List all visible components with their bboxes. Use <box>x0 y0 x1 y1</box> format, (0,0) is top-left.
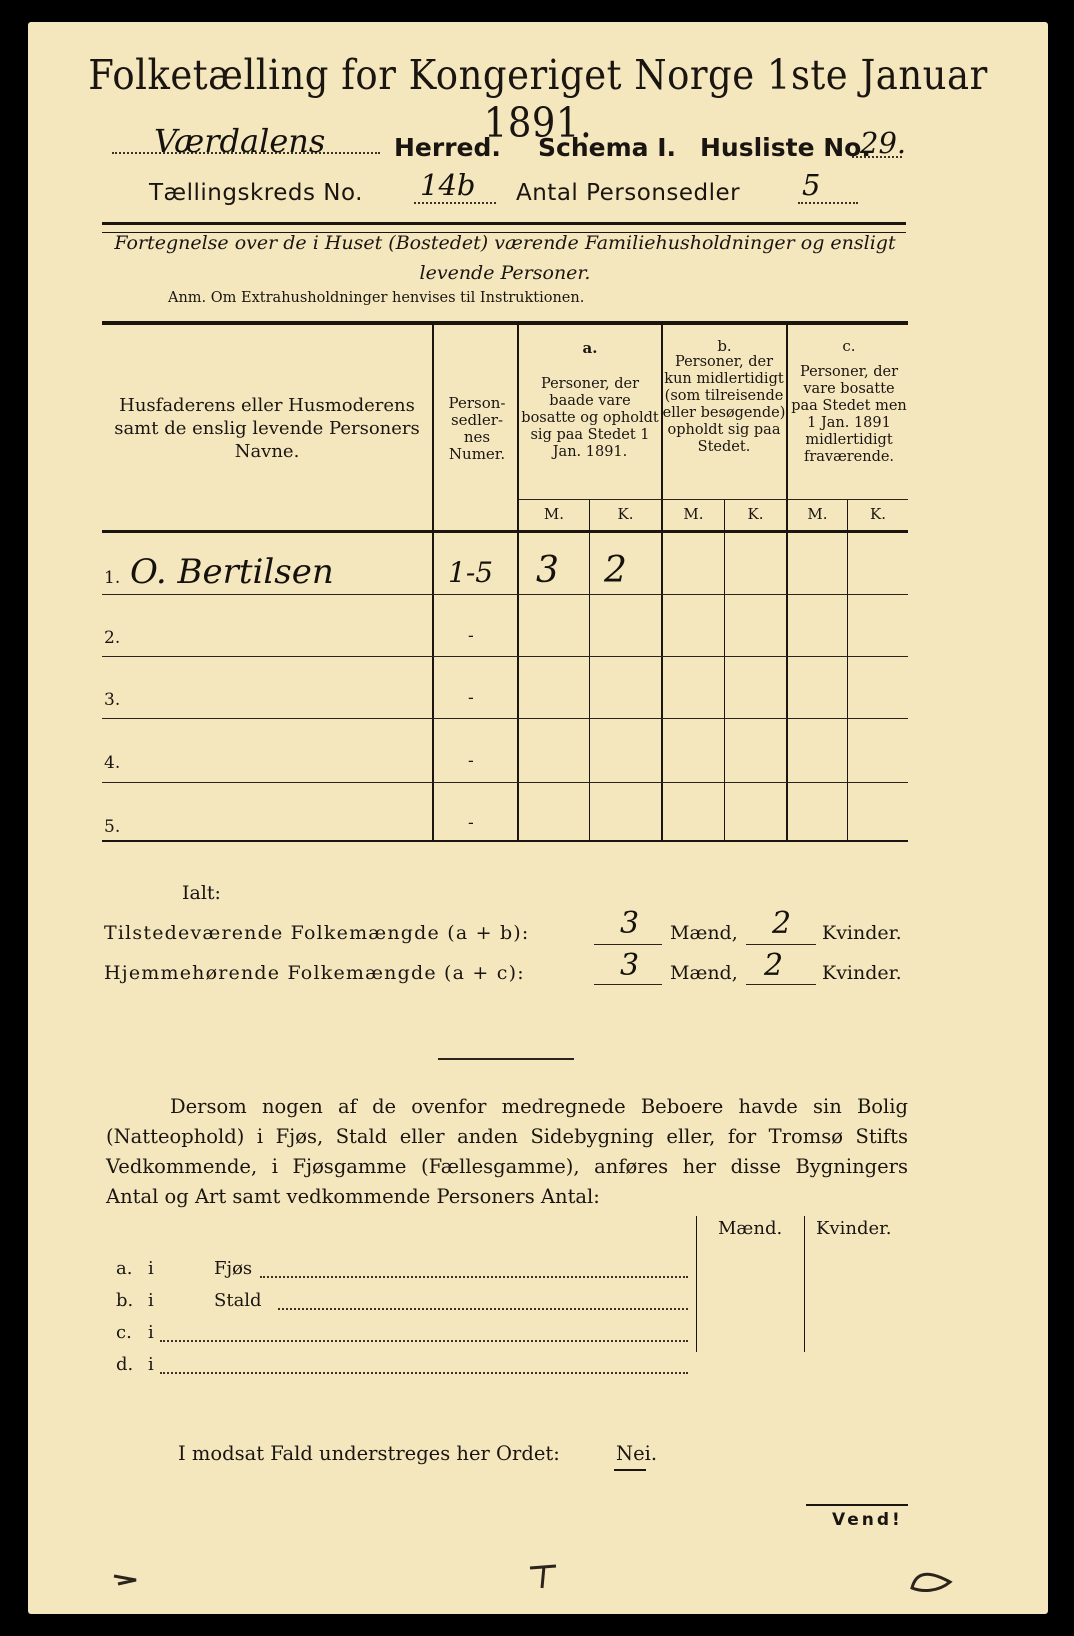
bolig-item-dotline <box>160 1372 688 1374</box>
col-b-m: M. <box>683 505 704 523</box>
row-person-numbers: - <box>468 813 474 833</box>
col-a-k: K. <box>617 505 634 523</box>
hjemme-women-value: 2 <box>764 948 784 983</box>
row-a-women: 2 <box>604 550 627 591</box>
col-divider-2 <box>517 325 519 840</box>
tilstede-women-value: 2 <box>772 906 792 941</box>
row-number: 3. <box>104 690 121 710</box>
hjemme-label: Hjemmehørende Folkemængde (a + c): <box>104 962 525 984</box>
row-person-numbers: 1-5 <box>448 556 494 589</box>
row-person-numbers: - <box>468 688 474 708</box>
binding-mark-right <box>908 1562 954 1594</box>
tilstede-men-label: Mænd, <box>670 922 738 944</box>
tilstede-label: Tilstedeværende Folkemængde (a + b): <box>104 922 530 944</box>
col-b-k: K. <box>747 505 764 523</box>
husliste-value: 29. <box>860 126 907 160</box>
bolig-item-dotline <box>260 1276 688 1278</box>
col-header-c: Personer, der vare bosatte paa Stedet men 1 Jan. 1891 midlertidigt fraværende. <box>791 364 907 465</box>
bolig-item-dotline <box>160 1340 688 1342</box>
bolig-paragraph: Dersom nogen af de ovenfor medregnede Beboere havde sin Bolig (Natteophold) i Fjøs, Stald eller anden Sidebygning eller, for Tromsø Stifts Vedkommende, i Fjøsgamme (Fællesgamme), anføres her disse Bygningers Antal og Art samt vedkommende Personers Antal: <box>106 1095 908 1208</box>
mk-divider-a <box>589 500 590 840</box>
hjemme-men-value: 3 <box>620 948 640 983</box>
bolig-item-label: Fjøs <box>214 1258 253 1279</box>
bolig-item-label: Stald <box>214 1290 262 1311</box>
mk-divider-c <box>847 500 848 840</box>
bolig-divider-2 <box>804 1216 805 1352</box>
hjemme-men-line <box>594 984 662 985</box>
col-c-k: K. <box>870 505 886 523</box>
row-rule <box>102 782 908 783</box>
tilstede-men-line <box>594 944 662 945</box>
col-header-c-letter: c. <box>842 337 856 355</box>
bolig-item-letter: d. <box>116 1354 134 1375</box>
mk-divider-b <box>724 500 725 840</box>
kreds-value: 14b <box>420 168 476 202</box>
bolig-item-i: i <box>148 1322 154 1343</box>
bolig-item-letter: b. <box>116 1290 134 1311</box>
col-header-b: Personer, der kun midlertidigt (som tilreisende eller besøgende) opholdt sig paa Stedet. <box>662 354 786 455</box>
row-number: 2. <box>104 628 121 648</box>
table-bottom-rule <box>102 840 908 842</box>
col-c-m: M. <box>807 505 828 523</box>
form-title: Folketælling for Kongeriget Norge 1ste Januar 1891. <box>88 50 988 148</box>
kreds-dotline <box>414 202 496 204</box>
ialt-label: Ialt: <box>182 882 221 904</box>
husliste-label: Husliste No. <box>700 133 871 162</box>
bolig-item-dotline <box>278 1308 688 1310</box>
bolig-item-i: i <box>148 1258 154 1279</box>
col-header-num: Person-sedler-nes Numer. <box>448 394 506 463</box>
vend-rule <box>806 1504 908 1506</box>
col-header-name: Husfaderens eller Husmoderens samt de enslig levende Personers Navne. <box>114 395 420 462</box>
col-header-a-letter: a. <box>582 339 598 357</box>
row-number: 1. <box>104 568 121 588</box>
herred-label: Herred. <box>394 133 501 162</box>
bolig-men-header: Mænd. <box>718 1218 783 1239</box>
bolig-item-letter: a. <box>116 1258 133 1279</box>
hjemme-women-label: Kvinder. <box>822 962 902 984</box>
antal-label: Antal Personsedler <box>516 180 741 206</box>
row-rule <box>102 594 908 595</box>
bolig-item-i: i <box>148 1290 154 1311</box>
hjemme-women-line <box>746 984 816 985</box>
anm-note: Anm. Om Extrahusholdninger henvises til Instruktionen. <box>168 290 585 306</box>
row-person-numbers: - <box>468 626 474 646</box>
row-rule <box>102 656 908 657</box>
nei-word: Nei. <box>616 1442 658 1465</box>
hjemme-men-label: Mænd, <box>670 962 738 984</box>
mk-header-top-rule <box>519 499 908 500</box>
row-name: O. Bertilsen <box>130 552 334 592</box>
col-header-b-letter: b. <box>717 337 732 355</box>
col-divider-1 <box>432 325 434 840</box>
binding-mark-left <box>112 1570 142 1590</box>
antal-dotline <box>798 202 858 204</box>
intro-text: Fortegnelse over de i Huset (Bostedet) værende Familiehusholdninger og ensligt levende Personer. <box>114 232 896 284</box>
table-header-bottom-rule <box>102 530 908 533</box>
col-header-a: Personer, der baade vare bosatte og opholdt sig paa Stedet 1 Jan. 1891. <box>521 376 659 460</box>
row-a-men: 3 <box>536 550 559 591</box>
kreds-label: Tællingskreds No. <box>149 180 363 206</box>
tilstede-women-label: Kvinder. <box>822 922 902 944</box>
bolig-item-letter: c. <box>116 1322 132 1343</box>
section-separator <box>438 1058 574 1060</box>
header-rule <box>102 222 906 225</box>
bolig-women-header: Kvinder. <box>816 1218 892 1239</box>
bolig-divider-1 <box>696 1216 697 1352</box>
schema-label: Schema I. <box>538 133 677 162</box>
herred-value: Værdalens <box>154 122 326 160</box>
antal-value: 5 <box>802 168 821 202</box>
bolig-item-i: i <box>148 1354 154 1375</box>
modsat-text: I modsat Fald understreges her Ordet: <box>178 1442 560 1465</box>
row-number: 5. <box>104 817 121 837</box>
nei-underline <box>614 1469 646 1471</box>
census-form-page <box>28 22 1048 1614</box>
vend-label: Vend! <box>832 1510 903 1530</box>
tilstede-women-line <box>746 944 816 945</box>
row-person-numbers: - <box>468 751 474 771</box>
row-number: 4. <box>104 753 121 773</box>
row-rule <box>102 718 908 719</box>
tilstede-men-value: 3 <box>620 906 640 941</box>
binding-mark-center <box>526 1560 560 1590</box>
col-a-m: M. <box>543 505 565 523</box>
